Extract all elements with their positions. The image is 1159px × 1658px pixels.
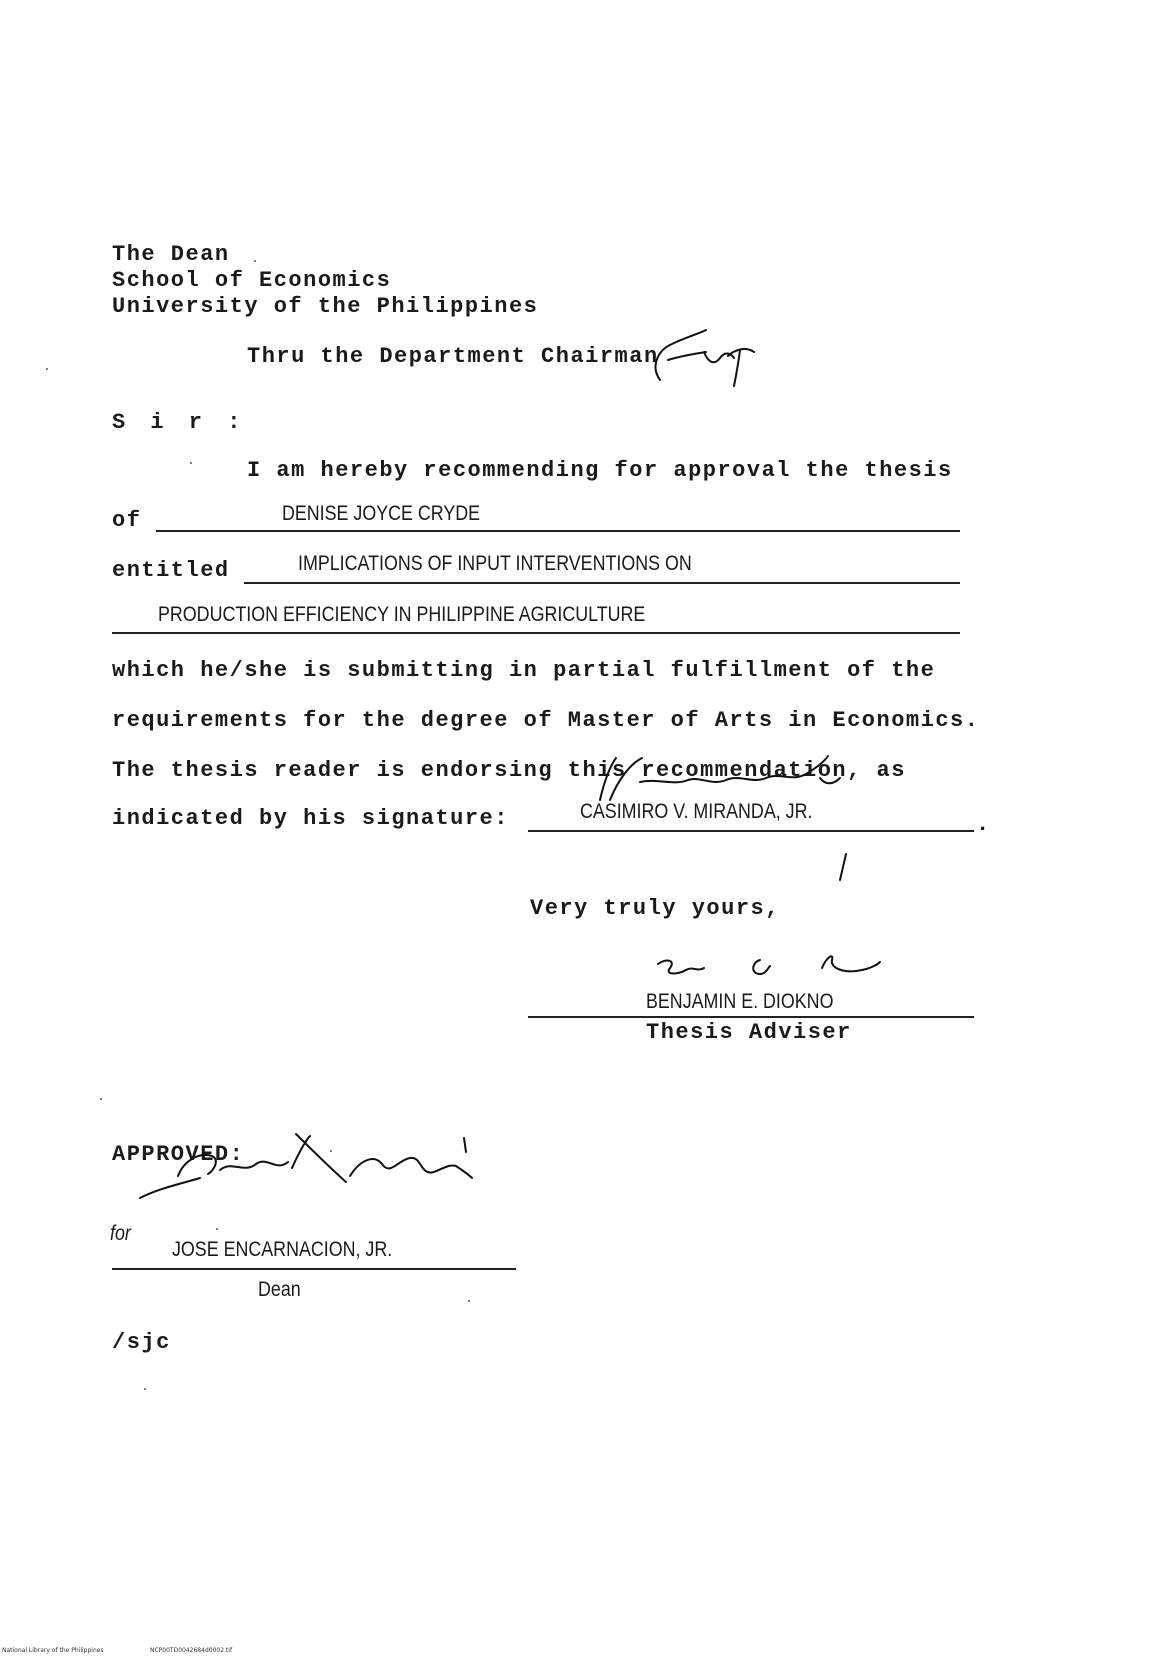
body-line-a: which he/she is submitting in partial fulfillment of the — [112, 658, 936, 683]
thesis-title-line-1: IMPLICATIONS OF INPUT INTERVENTIONS ON — [298, 552, 692, 575]
dean-name: JOSE ENCARNACION, JR. — [172, 1238, 393, 1261]
thru-line: Thru the Department Chairman — [247, 344, 659, 369]
scan-speck — [468, 1300, 470, 1302]
adviser-name: BENJAMIN E. DIOKNO — [646, 990, 834, 1013]
scan-speck — [190, 462, 192, 464]
student-name-rule — [156, 530, 960, 532]
reader-signature — [570, 752, 870, 806]
scan-speck — [330, 1150, 332, 1152]
reader-name: CASIMIRO V. MIRANDA, JR. — [580, 800, 813, 823]
for-mark: for — [110, 1222, 131, 1245]
footer-file-name: NCP00TD0042684d0002.tif — [150, 1647, 233, 1654]
scan-speck — [216, 1228, 218, 1230]
chairman-initials-signature — [650, 322, 762, 392]
body-line-c: The thesis reader is endorsing this recommendation, as — [112, 758, 906, 783]
salutation: S i r : — [112, 410, 247, 435]
stray-mark — [836, 852, 850, 882]
body-line-d: indicated by his signature: — [112, 806, 509, 831]
body-intro: I am hereby recommending for approval the thesis — [247, 458, 953, 483]
scan-speck — [254, 260, 256, 262]
body-line-b: requirements for the degree of Master of Arts in Economics. — [112, 708, 980, 733]
scan-speck — [46, 368, 48, 370]
footer-archive-name: National Library of the Philippines — [2, 1647, 104, 1654]
dean-rule — [112, 1268, 516, 1270]
reader-rule — [528, 830, 974, 832]
of-label: of — [112, 508, 142, 533]
reader-period: . — [976, 812, 991, 837]
approved-label: APPROVED: — [112, 1142, 245, 1167]
adviser-rule — [528, 1016, 974, 1018]
dean-title: Dean — [258, 1278, 301, 1301]
entitled-label: entitled — [112, 558, 230, 583]
recipient-line-3: University of the Philippines — [112, 294, 539, 319]
title-rule-1 — [244, 582, 960, 584]
student-name: DENISE JOYCE CRYDE — [282, 502, 481, 525]
recipient-line-1: The Dean — [112, 242, 230, 267]
scan-speck — [100, 1098, 102, 1100]
title-rule-2 — [112, 632, 960, 634]
adviser-title: Thesis Adviser — [646, 1020, 852, 1045]
adviser-signature — [652, 950, 902, 988]
closing-text: Very truly yours, — [530, 896, 780, 921]
typist-initials: /sjc — [112, 1330, 171, 1355]
scan-speck — [144, 1388, 146, 1390]
dean-signature — [120, 1130, 500, 1210]
recipient-line-2: School of Economics — [112, 268, 392, 293]
thesis-title-line-2: PRODUCTION EFFICIENCY IN PHILIPPINE AGRICULTURE — [158, 603, 646, 626]
